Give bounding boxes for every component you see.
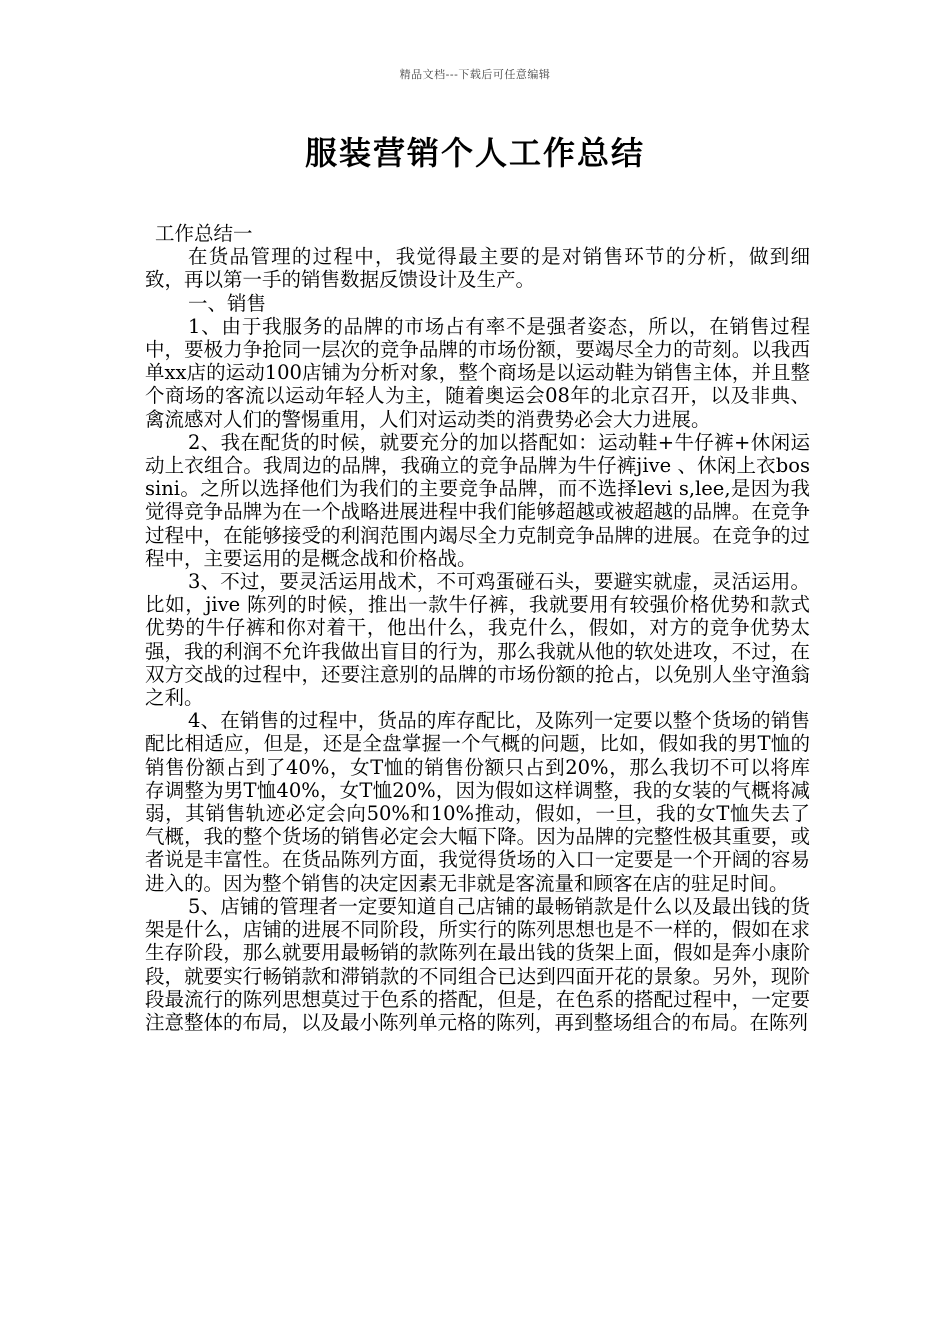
paragraph-1: 1、由于我服务的品牌的市场占有率不是强者姿态，所以，在销售过程中，要极力争抢同一层次的竞争品牌的市场份额，要竭尽全力的苛刻。以我西单xx店的运动100店铺为分析对象，整个商场是以运动鞋为销售主体，并且整个商场的客流以运动年轻人为主，随着奥运会08年的北京召开，以及非典、禽流感对人们的警惕重用，人们对运动类的消费势必会大力进展。 [145, 314, 810, 431]
paragraph-2: 2、我在配货的时候，就要充分的加以搭配如：运动鞋+牛仔裤+休闲运动上衣组合。我周边的品牌，我确立的竞争品牌为牛仔裤jive 、休闲上衣bossini。之所以选择他们为我们的主要竞争品牌，而不选择levi s,lee,是因为我觉得竞争品牌为在一个战略进展进程中我们能够超越或被超越的品牌。在竞争过程中，在能够接受的利润范围内竭尽全力克制竞争品牌的进展。在竞争的过程中，主要运用的是概念战和价格战。 [145, 430, 810, 570]
paragraph-5: 5、店铺的管理者一定要知道自己店铺的最畅销款是什么以及最出钱的货架是什么，店铺的进展不同阶段，所实行的陈列思想也是不一样的，假如在求生存阶段，那么就要用最畅销的款陈列在最出钱的货架上面，假如是奔小康阶段，就要实行畅销款和滞销款的不同组合已达到四面开花的景象。另外，现阶段最流行的陈列思想莫过于色系的搭配，但是，在色系的搭配过程中，一定要注意整体的布局，以及最小陈列单元格的陈列，再到整场组合的布局。在陈列 [145, 894, 810, 1034]
paragraph-3: 3、不过，要灵活运用战术，不可鸡蛋碰石头，要避实就虚，灵活运用。比如，jive 陈列的时候，推出一款牛仔裤，我就要用有较强价格优势和款式优势的牛仔裤和你对着干，他出什么，我克什么，假如，对方的竞争优势太强，我的利润不允许我做出盲目的行为，那么我就从他的软处进攻，不过，在双方交战的过程中，还要注意别的品牌的市场份额的抢占，以免别人坐守渔翁之利。 [145, 570, 810, 710]
document-body [145, 222, 810, 1034]
intro-paragraph: 在货品管理的过程中，我觉得最主要的是对销售环节的分析，做到细致，再以第一手的销售数据反馈设计及生产。 [145, 245, 810, 292]
section-title: 工作总结一 [155, 222, 253, 245]
sales-heading: 一、销售 [188, 291, 267, 315]
paragraph-4: 4、在销售的过程中，货品的库存配比，及陈列一定要以整个货场的销售配比相适应，但是，还是全盘掌握一个气概的问题，比如，假如我的男T恤的销售份额占到了40%，女T恤的销售份额只占到20%，那么我切不可以将库存调整为男T恤40%，女T恤20%，因为假如这样调整，我的女装的气概将减弱，其销售轨迹必定会向50%和10%推动，假如，一旦，我的女T恤失去了气概，我的整个货场的销售必定会大幅下降。因为品牌的完整性极其重要，或者说是丰富性。在货品陈列方面，我觉得货场的入口一定要是一个开阔的容易进入的。因为整个销售的决定因素无非就是客流量和顾客在店的驻足时间。 [145, 709, 810, 895]
document-title: 服装营销个人工作总结 [304, 134, 645, 172]
header-watermark: 精品文档---下载后可任意编辑 [399, 68, 551, 81]
